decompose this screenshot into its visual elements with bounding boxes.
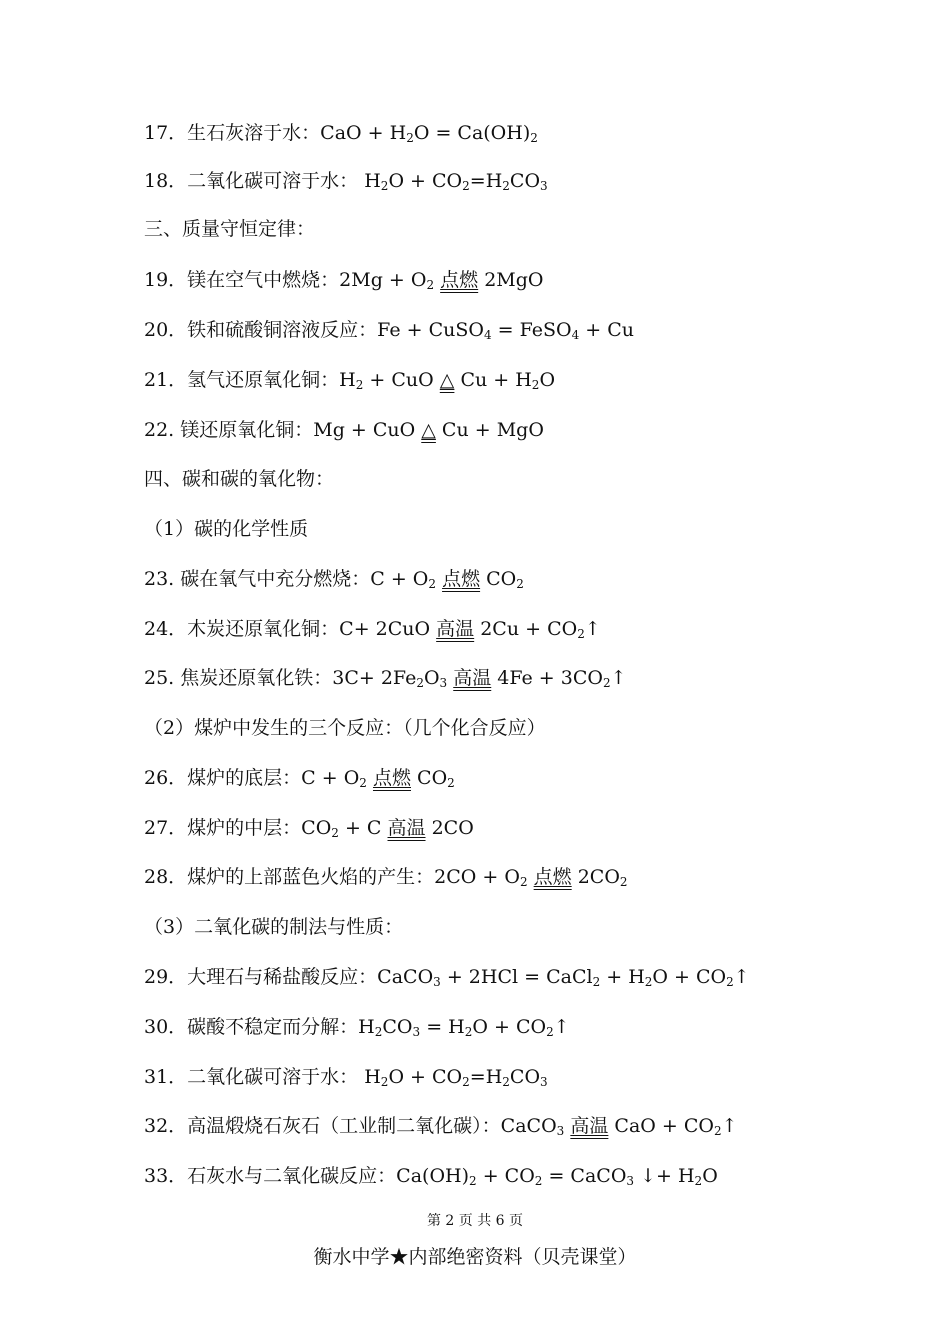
text-segment: O bbox=[423, 667, 440, 689]
subscript: 3 bbox=[540, 179, 548, 193]
text-segment: ↑ bbox=[584, 618, 601, 640]
text-line bbox=[144, 417, 544, 443]
subscript: 2 bbox=[380, 179, 389, 193]
text-segment: =H bbox=[469, 1066, 503, 1088]
text-segment: ↑ bbox=[610, 667, 627, 689]
subscript: 2 bbox=[331, 826, 339, 840]
text-segment: 19．镁在空气中燃烧：2Mg + O bbox=[144, 269, 427, 291]
text-line bbox=[144, 317, 634, 343]
subscript: 2 bbox=[426, 278, 435, 292]
text-segment: O bbox=[539, 369, 556, 391]
subscript: 2 bbox=[416, 676, 424, 690]
text-segment: + C bbox=[338, 817, 388, 839]
subscript: 2 bbox=[502, 1075, 510, 1089]
subscript: 2 bbox=[619, 875, 628, 889]
reaction-condition: 点燃 bbox=[533, 866, 572, 888]
text-segment: （3）二氧化碳的制法与性质： bbox=[144, 916, 404, 938]
text-segment: + CuO bbox=[363, 369, 440, 391]
subscript: 2 bbox=[406, 131, 414, 145]
subscript: 3 bbox=[540, 1075, 548, 1089]
text-segment: 18．二氧化碳可溶于水： H bbox=[144, 170, 381, 192]
text-segment: O = Ca(OH) bbox=[413, 122, 531, 144]
text-segment: 33．石灰水与二氧化碳反应：Ca(OH) bbox=[144, 1165, 470, 1187]
text-segment: 20．铁和硫酸铜溶液反应：Fe + CuSO bbox=[144, 319, 484, 341]
text-segment: ↑ bbox=[553, 1016, 570, 1038]
text-line bbox=[144, 466, 334, 492]
subscript: 2 bbox=[546, 1025, 554, 1039]
text-segment: 24．木炭还原氧化铜：C+ 2CuO bbox=[144, 618, 437, 640]
text-segment: 2Cu + CO bbox=[474, 618, 578, 640]
text-segment: ↑ bbox=[721, 1115, 738, 1137]
text-segment: O + CO bbox=[472, 1016, 547, 1038]
text-segment: CO bbox=[411, 767, 448, 789]
subscript: 4 bbox=[483, 328, 492, 342]
subscript: 2 bbox=[462, 1075, 470, 1089]
text-segment: = FeSO bbox=[491, 319, 572, 341]
text-segment: ↑ bbox=[733, 966, 750, 988]
text-line bbox=[144, 665, 627, 691]
text-segment: Cu + H bbox=[454, 369, 532, 391]
subscript: 2 bbox=[726, 975, 734, 989]
text-line bbox=[144, 516, 308, 542]
subscript: 2 bbox=[531, 378, 540, 392]
reaction-condition: △ bbox=[421, 419, 436, 441]
reaction-condition: 点燃 bbox=[372, 767, 411, 789]
text-segment: 21．氢气还原氧化铜：H bbox=[144, 369, 356, 391]
subscript: 2 bbox=[464, 1025, 473, 1039]
subscript: 2 bbox=[428, 577, 437, 591]
text-segment: ↓+ H bbox=[634, 1165, 695, 1187]
text-segment: 26．煤炉的底层：C + O bbox=[144, 767, 360, 789]
page-number: 第 2 页 共 6 页 bbox=[426, 1213, 524, 1229]
text-segment: Cu + MgO bbox=[435, 419, 544, 441]
subscript: 2 bbox=[519, 875, 528, 889]
text-segment: 四、碳和碳的氧化物： bbox=[144, 468, 335, 490]
reaction-condition: △ bbox=[439, 369, 455, 391]
text-line bbox=[144, 1014, 570, 1040]
subscript: 3 bbox=[412, 1025, 421, 1039]
text-line bbox=[144, 1064, 548, 1090]
subscript: 2 bbox=[644, 975, 653, 989]
subscript: 4 bbox=[571, 328, 580, 342]
text-line bbox=[144, 864, 628, 890]
text-segment: CO bbox=[480, 568, 517, 590]
subscript: 2 bbox=[602, 676, 611, 690]
reaction-condition: 点燃 bbox=[442, 568, 481, 590]
subscript: 2 bbox=[534, 1174, 543, 1188]
text-line bbox=[144, 367, 555, 393]
text-line bbox=[144, 765, 455, 791]
reaction-condition: 高温 bbox=[387, 817, 426, 839]
subscript: 2 bbox=[530, 131, 538, 145]
text-segment: 2MgO bbox=[478, 269, 544, 291]
reaction-condition: 高温 bbox=[453, 667, 492, 689]
text-segment: 23. 碳在氧气中充分燃烧：C + O bbox=[144, 568, 429, 590]
text-line bbox=[144, 267, 544, 293]
subscript: 2 bbox=[359, 776, 367, 790]
text-segment: O + CO bbox=[388, 170, 463, 192]
reaction-condition: 点燃 bbox=[440, 269, 479, 291]
text-segment: 2CO bbox=[571, 866, 620, 888]
text-line bbox=[144, 964, 750, 990]
subscript: 2 bbox=[502, 179, 510, 193]
text-segment: 25. 焦炭还原氧化铁：3C+ 2Fe bbox=[144, 667, 417, 689]
text-segment: 30．碳酸不稳定而分解：H bbox=[144, 1016, 375, 1038]
subscript: 3 bbox=[439, 676, 448, 690]
subscript: 2 bbox=[447, 776, 455, 790]
text-segment: 29．大理石与稀盐酸反应：CaCO bbox=[144, 966, 434, 988]
text-line bbox=[144, 715, 546, 741]
reaction-condition: 高温 bbox=[570, 1115, 609, 1137]
text-segment: CO bbox=[382, 1016, 413, 1038]
text-segment: + H bbox=[600, 966, 645, 988]
text-segment: = CaCO bbox=[542, 1165, 627, 1187]
text-line bbox=[144, 168, 548, 194]
text-line bbox=[144, 120, 538, 146]
subscript: 2 bbox=[469, 1174, 477, 1188]
text-segment: 三、质量守恒定律： bbox=[144, 218, 316, 240]
text-segment: 32．高温煅烧石灰石（工业制二氧化碳）：CaCO bbox=[144, 1115, 557, 1137]
text-segment: 17．生石灰溶于水：CaO + H bbox=[144, 122, 407, 144]
subscript: 2 bbox=[462, 179, 470, 193]
subscript: 2 bbox=[694, 1174, 703, 1188]
subscript: 2 bbox=[577, 627, 585, 641]
subscript: 3 bbox=[626, 1174, 635, 1188]
text-segment: 28．煤炉的上部蓝色火焰的产生：2CO + O bbox=[144, 866, 520, 888]
reaction-condition: 高温 bbox=[436, 618, 475, 640]
subscript: 2 bbox=[592, 975, 601, 989]
text-segment: O + CO bbox=[652, 966, 727, 988]
text-line bbox=[144, 815, 474, 841]
subscript: 3 bbox=[433, 975, 441, 989]
text-line bbox=[144, 566, 524, 592]
text-line bbox=[144, 216, 315, 242]
text-segment: CO bbox=[509, 1066, 541, 1088]
text-segment: = H bbox=[420, 1016, 465, 1038]
text-segment: =H bbox=[469, 170, 503, 192]
text-line bbox=[144, 1163, 718, 1189]
text-segment: （1）碳的化学性质 bbox=[144, 518, 309, 540]
subscript: 2 bbox=[355, 378, 364, 392]
text-segment: 2CO bbox=[425, 817, 474, 839]
subscript: 2 bbox=[380, 1075, 389, 1089]
text-line bbox=[144, 1113, 738, 1139]
text-segment: 4Fe + 3CO bbox=[491, 667, 603, 689]
text-segment: + CO bbox=[476, 1165, 535, 1187]
text-segment: 27．煤炉的中层：CO bbox=[144, 817, 332, 839]
text-segment: + Cu bbox=[579, 319, 634, 341]
text-segment: （2）煤炉中发生的三个反应：（几个化合反应） bbox=[144, 717, 546, 739]
subscript: 3 bbox=[556, 1124, 565, 1138]
text-segment: O bbox=[702, 1165, 718, 1187]
subscript: 2 bbox=[713, 1124, 722, 1138]
text-segment: + 2HCl = CaCl bbox=[440, 966, 593, 988]
subscript: 2 bbox=[374, 1025, 383, 1039]
text-line bbox=[144, 616, 601, 642]
text-segment: CaO + CO bbox=[608, 1115, 714, 1137]
text-segment: CO bbox=[509, 170, 541, 192]
subscript: 2 bbox=[516, 577, 524, 591]
text-segment: 22. 镁还原氧化铜：Mg + CuO bbox=[144, 419, 422, 441]
text-segment: 31．二氧化碳可溶于水： H bbox=[144, 1066, 381, 1088]
text-segment: O + CO bbox=[388, 1066, 463, 1088]
footer-title: 衡水中学★内部绝密资料（贝壳课堂） bbox=[313, 1246, 637, 1268]
text-line bbox=[144, 914, 403, 940]
